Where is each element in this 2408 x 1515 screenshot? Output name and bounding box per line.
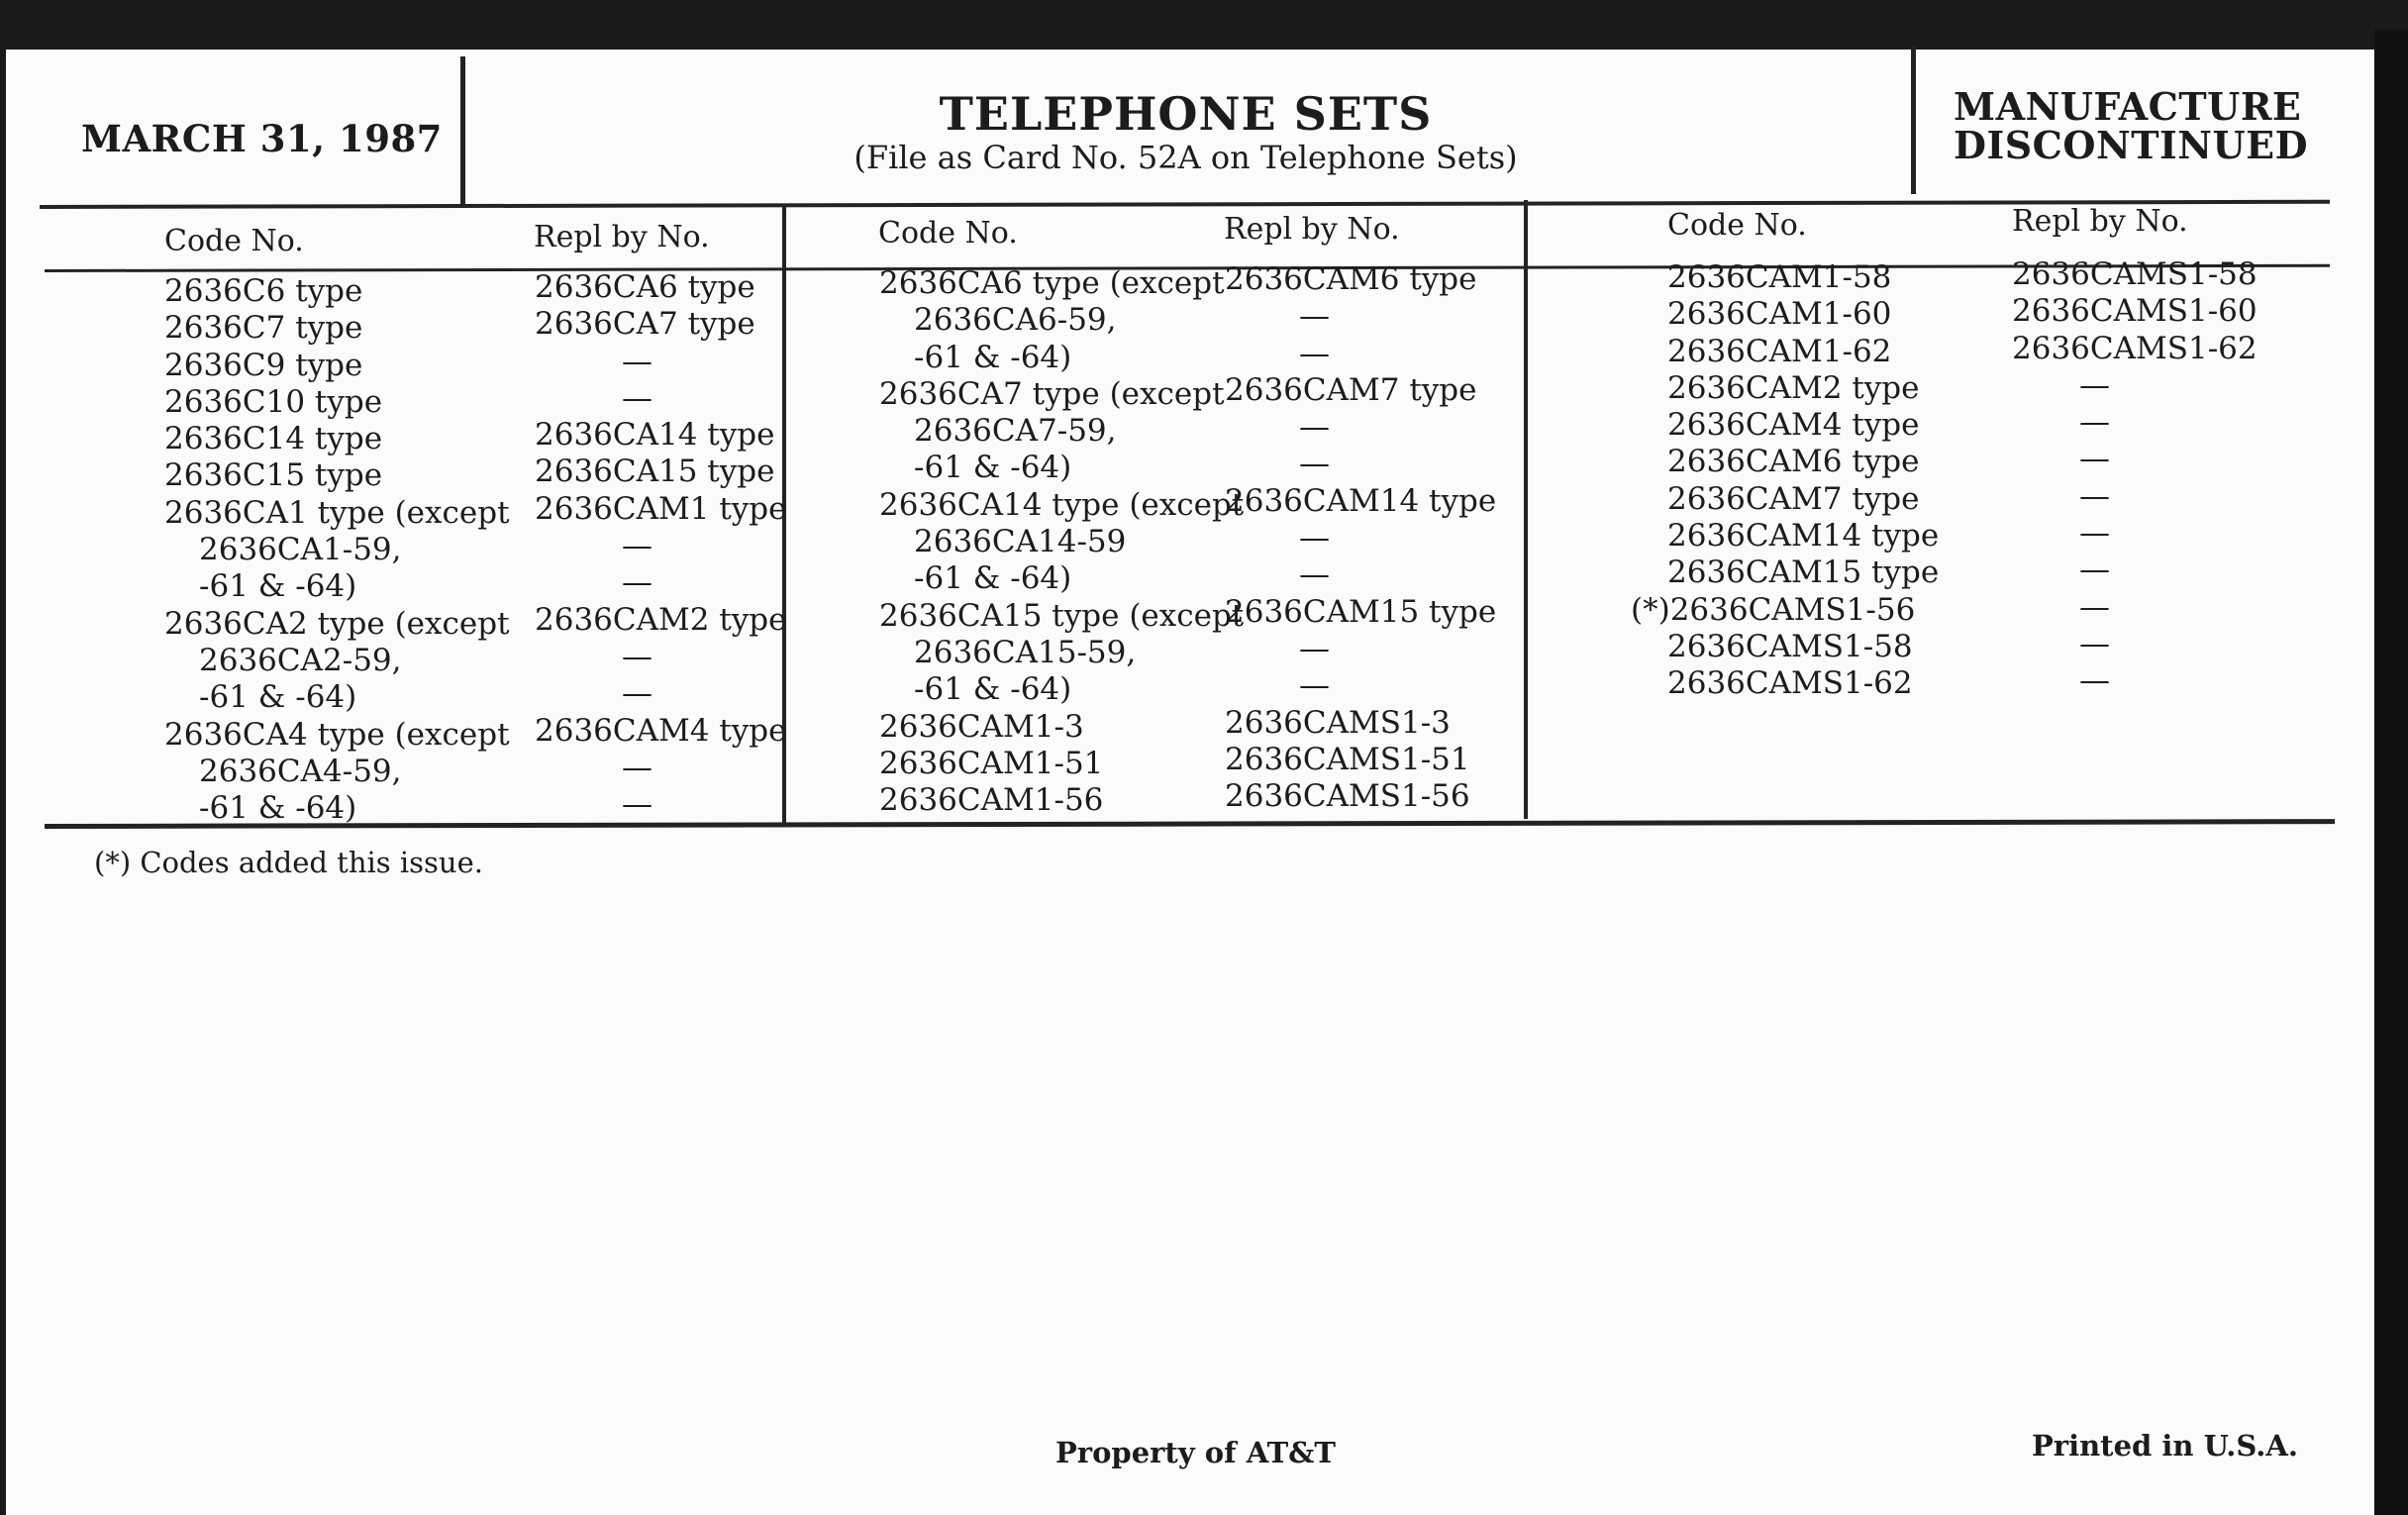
code-cell: 2636CAM2 type xyxy=(1667,369,1920,406)
col2-code-header: Code No. xyxy=(878,216,1018,251)
repl-cell: — xyxy=(622,379,652,416)
repl-cell: — xyxy=(2079,477,2110,514)
code-cell: 2636CAM1-62 xyxy=(1667,333,1892,369)
footnote: (*) Codes added this issue. xyxy=(94,846,483,879)
repl-cell: 2636CAM2 type xyxy=(535,601,787,638)
repl-cell: — xyxy=(622,343,652,379)
repl-cell: 2636CAMS1-60 xyxy=(2012,293,2258,330)
section2-codes xyxy=(879,265,1244,819)
code-cell: 2636CA1-59, xyxy=(199,532,402,568)
repl-cell: — xyxy=(2079,625,2110,661)
repl-cell: 2636CAMS1-62 xyxy=(2012,330,2258,366)
code-cell: (*)2636CAMS1-56 xyxy=(1631,591,1916,628)
code-cell: 2636CA4 type (except xyxy=(164,716,510,753)
code-cell: 2636CA1 type (except xyxy=(164,494,510,531)
code-cell: 2636CAM4 type xyxy=(1667,407,1920,444)
code-cell: 2636CA2 type (except xyxy=(164,605,510,642)
status-line-1: MANUFACTURE xyxy=(1954,84,2302,129)
repl-cell: — xyxy=(622,786,652,823)
section3-codes xyxy=(1631,259,1939,703)
col1-code-header: Code No. xyxy=(164,224,304,258)
repl-cell: — xyxy=(1299,556,1330,593)
section1-repls xyxy=(535,269,786,823)
repl-cell: 2636CAMS1-56 xyxy=(1225,778,1470,815)
repl-cell: — xyxy=(2079,515,2110,552)
repl-cell: 2636CAM15 type xyxy=(1225,593,1497,630)
repl-cell: 2636CAM7 type xyxy=(1225,371,1477,408)
repl-cell: — xyxy=(2079,404,2110,441)
code-cell: 2636CAM7 type xyxy=(1667,480,1920,517)
repl-cell: — xyxy=(1299,630,1330,666)
repl-cell: — xyxy=(1299,409,1330,446)
code-cell: 2636C7 type xyxy=(164,310,363,347)
repl-cell: — xyxy=(2079,441,2110,477)
code-cell: 2636C6 type xyxy=(164,273,363,309)
code-cell: 2636CA6-59, xyxy=(914,302,1117,339)
repl-cell: — xyxy=(622,675,652,712)
code-cell: 2636CAM1-3 xyxy=(879,708,1084,745)
repl-cell: — xyxy=(1299,446,1330,482)
repl-cell: 2636CAM14 type xyxy=(1225,482,1497,519)
code-cell: 2636CA7-59, xyxy=(914,413,1117,450)
col1-repl-header: Repl by No. xyxy=(534,220,710,254)
code-cell: 2636CAM1-60 xyxy=(1667,296,1892,333)
code-cell: 2636CAM1-51 xyxy=(879,745,1104,781)
repl-cell: — xyxy=(2079,366,2110,403)
code-cell: -61 & -64) xyxy=(914,560,1072,597)
code-cell: 2636CAM14 type xyxy=(1667,518,1940,555)
code-cell: 2636CAM15 type xyxy=(1667,555,1940,591)
code-cell: 2636CA14-59 xyxy=(914,524,1127,560)
code-cell: 2636CAMS1-58 xyxy=(1667,628,1913,664)
repl-cell: — xyxy=(622,749,652,785)
scan-edge xyxy=(2374,30,2408,1515)
header-divider-right xyxy=(1911,46,1916,194)
section3-repls xyxy=(2012,256,2258,700)
code-cell: -61 & -64) xyxy=(199,790,357,827)
repl-cell: 2636CAMS1-58 xyxy=(2012,256,2258,292)
status-line-2: DISCONTINUED xyxy=(1954,123,2309,167)
repl-cell: — xyxy=(622,638,652,674)
repl-cell: — xyxy=(1299,298,1330,335)
repl-cell: — xyxy=(2079,588,2110,625)
repl-cell: — xyxy=(2079,552,2110,588)
code-cell: -61 & -64) xyxy=(914,671,1072,708)
repl-cell: — xyxy=(1299,667,1330,704)
code-cell: -61 & -64) xyxy=(914,450,1072,486)
page-subtitle: (File as Card No. 52A on Telephone Sets) xyxy=(853,139,1518,176)
repl-cell: — xyxy=(2079,662,2110,699)
page-title: TELEPHONE SETS xyxy=(939,87,1433,141)
code-cell: 2636CAM1-56 xyxy=(879,782,1104,819)
col3-repl-header: Repl by No. xyxy=(2012,204,2188,239)
code-cell: -61 & -64) xyxy=(914,339,1072,375)
code-cell: 2636CAMS1-62 xyxy=(1667,665,1913,702)
code-cell: 2636CA2-59, xyxy=(199,642,402,678)
col2-repl-header: Repl by No. xyxy=(1224,212,1400,247)
code-cell: 2636CA7 type (except xyxy=(879,375,1225,412)
repl-cell: 2636CA14 type xyxy=(535,417,775,454)
repl-cell: — xyxy=(1299,520,1330,556)
code-cell: -61 & -64) xyxy=(199,568,357,605)
repl-cell: — xyxy=(622,528,652,564)
code-cell: 2636C15 type xyxy=(164,457,383,494)
code-cell: 2636CA15-59, xyxy=(914,634,1137,670)
repl-cell: 2636CA15 type xyxy=(535,454,775,490)
printed-notice: Printed in U.S.A. xyxy=(2032,1429,2298,1463)
code-cell: -61 & -64) xyxy=(199,679,357,716)
issue-date: MARCH 31, 1987 xyxy=(81,117,443,160)
repl-cell: 2636CAM1 type xyxy=(535,490,787,527)
code-cell: 2636CA4-59, xyxy=(199,753,402,789)
code-cell: 2636C14 type xyxy=(164,421,383,457)
section2-repls xyxy=(1225,261,1496,815)
repl-cell: — xyxy=(622,564,652,601)
repl-cell: 2636CA7 type xyxy=(535,306,755,343)
col3-code-header: Code No. xyxy=(1667,208,1807,243)
code-cell: 2636CA15 type (except xyxy=(879,597,1245,634)
status-heading xyxy=(1954,84,2309,167)
code-cell: 2636CAM6 type xyxy=(1667,444,1920,480)
repl-cell: — xyxy=(1299,335,1330,371)
property-notice: Property of AT&T xyxy=(1055,1436,1336,1469)
repl-cell: 2636CAM6 type xyxy=(1225,261,1477,297)
code-cell: 2636CA14 type (except xyxy=(879,486,1245,523)
section1-codes xyxy=(164,273,510,827)
repl-cell: 2636CAMS1-3 xyxy=(1225,704,1451,741)
code-cell: 2636C9 type xyxy=(164,347,363,383)
repl-cell: 2636CA6 type xyxy=(535,269,755,305)
code-cell: 2636C10 type xyxy=(164,383,383,420)
code-cell: 2636CAM1-58 xyxy=(1667,259,1892,295)
code-cell: 2636CA6 type (except xyxy=(879,265,1225,301)
repl-cell: 2636CAMS1-51 xyxy=(1225,741,1470,777)
table-divider-2 xyxy=(1524,200,1528,819)
repl-cell: 2636CAM4 type xyxy=(535,712,787,749)
